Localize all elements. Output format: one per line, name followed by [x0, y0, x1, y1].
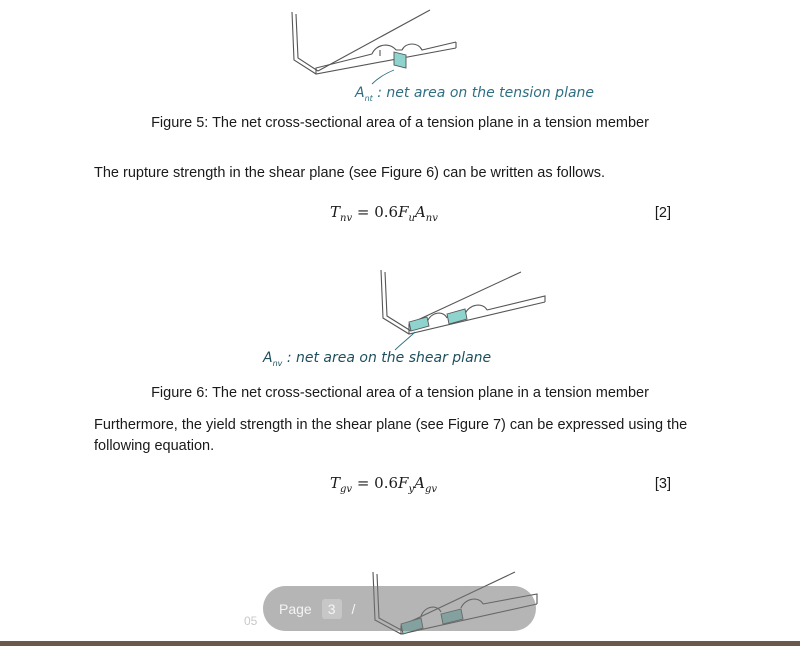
tension-plane-highlight: [394, 52, 406, 68]
eq3-lhs: T: [330, 474, 341, 492]
annotation-subscript: nt: [364, 93, 373, 103]
annotation-symbol: A: [263, 350, 273, 366]
eq3-a-sub: gv: [424, 484, 438, 495]
eq3-f-sub: y: [408, 484, 415, 495]
page-separator: /: [351, 600, 356, 617]
annotation-text: : net area on the shear plane: [286, 350, 492, 366]
equation-2-number: [2]: [654, 205, 671, 221]
eq2-f: F: [398, 203, 409, 221]
page-label: Page: [279, 600, 312, 617]
equation-2: [330, 203, 438, 224]
eq3-f: F: [398, 474, 409, 492]
ghost-page-number: 05: [244, 614, 258, 628]
eq2-f-sub: u: [408, 213, 415, 224]
eq2-a-sub: nv: [425, 213, 438, 224]
eq2-equals: = 0.6: [352, 203, 399, 221]
paragraph-yield: Furthermore, the yield strength in the shear plane (see Figure 7) can be expressed using the following equation.: [94, 417, 688, 454]
eq3-a: A: [414, 474, 425, 492]
bottom-border: [0, 641, 800, 646]
figure5-caption: Figure 5: The net cross-sectional area of a tension plane in a tension member: [151, 115, 649, 131]
annotation-symbol: A: [355, 85, 365, 101]
figure6-sketch: [365, 262, 555, 352]
eq3-lhs-sub: gv: [340, 484, 353, 495]
annotation-subscript: nv: [272, 358, 283, 368]
figure5-annotation: [355, 85, 594, 103]
equation-3-number: [3]: [654, 476, 671, 492]
eq2-lhs: T: [330, 203, 341, 221]
eq3-equals: = 0.6: [352, 474, 399, 492]
annotation-text: : net area on the tension plane: [377, 85, 595, 101]
eq2-lhs-sub: nv: [340, 213, 353, 224]
figure6-annotation: [263, 350, 491, 368]
paragraph-rupture: The rupture strength in the shear plane (see Figure 6) can be written as follows.: [94, 165, 605, 181]
eq2-a: A: [414, 203, 426, 221]
equation-3: [330, 474, 437, 495]
page-number-input[interactable]: 3: [322, 599, 342, 619]
figure6-caption: Figure 6: The net cross-sectional area of a tension plane in a tension member: [151, 385, 649, 401]
page-navigation-toolbar[interactable]: [263, 586, 536, 631]
figure5-sketch: [280, 8, 470, 88]
